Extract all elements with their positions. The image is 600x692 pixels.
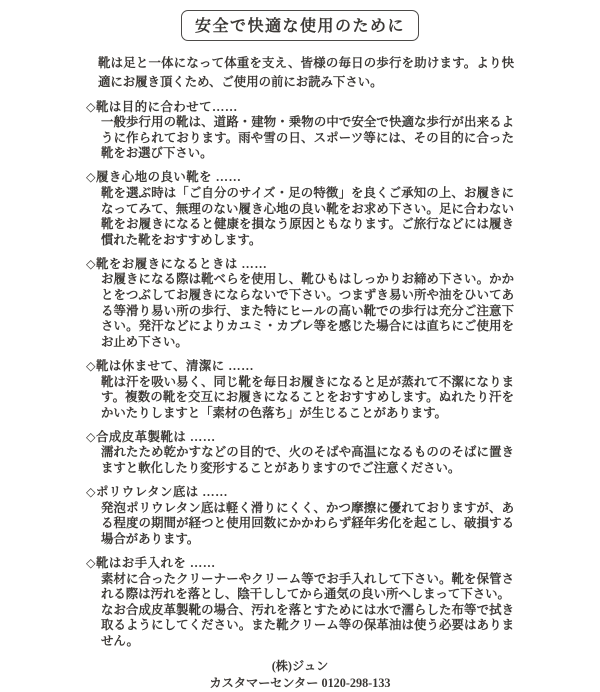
section-care: [86, 556, 514, 650]
section-body: 靴を選ぶ時は「ご自分のサイズ・足の特徴」を良くご承知の上、お履きになってみて、無理のない履き心地の良い靴をお求め下さい。足に合わない靴をお履きになると健康を損なう原因ともなります。ご旅行などには履き慣れた靴をおすすめします。: [101, 185, 514, 247]
section-heading: ◇靴はお手入れを ……: [86, 555, 216, 570]
section-body: 靴は汗を吸い易く、同じ靴を毎日お履きになると足が蒸れて不潔になります。複数の靴を交互にお履きになることをおすすめします。ぬれたり汗をかいたりしますと「素材の色落ち」が生じることがあります。: [101, 374, 514, 420]
footer-company: (株)ジュン: [271, 658, 329, 673]
section-heading: ◇履き心地の良い靴を ……: [86, 170, 242, 185]
section-body: なお合成皮革製靴の場合、汚れを落とすためには水で濡らした布等で拭き取るようにしてください。また靴クリーム等の保革油は使う必要はありません。: [101, 602, 514, 648]
section-body: 一般歩行用の靴は、道路・建物・乗物の中で安全で快適な歩行が出来るように作られております。雨や雪の日、スポーツ等には、その目的に合った靴をお選び下さい。: [101, 115, 514, 161]
section-heading: ◇合成皮革製靴は ……: [86, 429, 216, 444]
page-title: 安全で快適な使用のために: [181, 10, 419, 41]
intro-text: 靴は足と一体になって体重を支え、皆様の毎日の歩行を助けます。より快適にお履き頂くため、ご使用の前にお読み下さい。: [98, 56, 514, 89]
section-polyurethane-sole: [86, 485, 514, 547]
section-purpose: [86, 100, 514, 162]
section-heading: ◇靴は休ませて、清潔に ……: [86, 358, 255, 373]
section-heading: ◇ポリウレタン底は ……: [86, 485, 229, 500]
section-body: お履きになる際は靴べらを使用し、靴ひもはしっかりお締め下さい。かかとをつぶしてお履きにならないで下さい。つまずき易い所や油をひいてある等滑り易い所の歩行、また特にヒールの高い靴での歩行は充分ご注意下さい。発汗などによりカユミ・カブレ等を感じた場合には直ちにご使用をお止め下さい。: [101, 272, 514, 349]
section-body: 発泡ポリウレタン底は軽く滑りにくく、かつ摩擦に優れておりますが、ある程度の期間が経つと使用回数にかかわらず経年劣化を起こし、破損する場合があります。: [101, 500, 514, 546]
section-synthetic-leather: [86, 430, 514, 477]
section-heading: ◇靴をお履きになるときは ……: [86, 256, 268, 271]
section-body: 素材に合ったクリーナーやクリーム等でお手入れして下さい。靴を保管される際は汚れを落とし、陰干ししてから通気の良い所へしまって下さい。: [101, 571, 514, 602]
section-comfort: [86, 170, 514, 248]
section-rest-clean: [86, 359, 514, 421]
footer: [86, 658, 514, 692]
footer-customer-center: カスタマーセンター 0120-298-133: [209, 675, 391, 690]
section-body: 濡れたため乾かすなどの目的で、火のそばや高温になるもののそばに置きますと軟化したり変形することがありますのでご注意ください。: [101, 445, 514, 475]
section-heading: ◇靴は目的に合わせて……: [86, 99, 238, 114]
section-wearing: [86, 257, 514, 351]
